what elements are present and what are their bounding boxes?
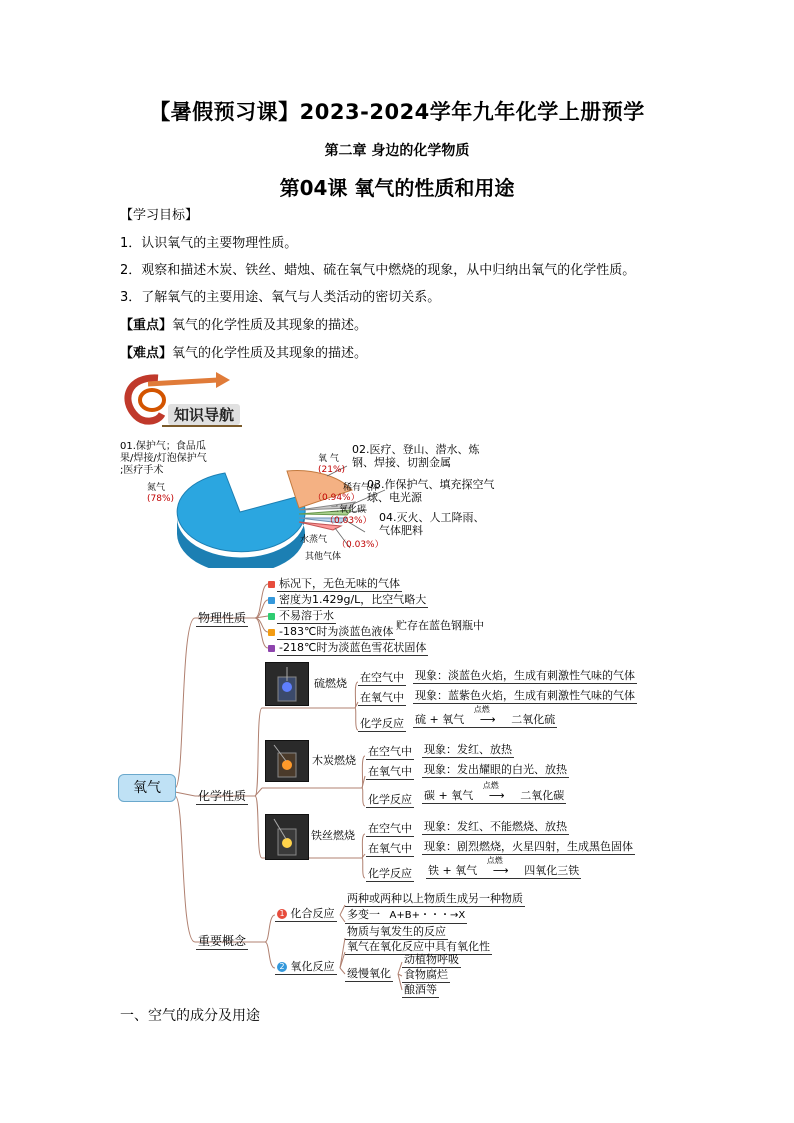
phys-item-5: -218℃时为淡蓝色雪花状固体	[268, 641, 428, 654]
arrow-icon: 点燃 ⟶	[473, 705, 496, 726]
knowledge-nav-banner	[118, 370, 248, 430]
pie-slice-n2	[177, 473, 305, 552]
co2-name: 二氧化碳	[330, 505, 367, 515]
number-2-icon: 2	[277, 962, 287, 972]
badge-blue-icon	[268, 597, 275, 604]
goal-item-2: 2．观察和描述木炭、铁丝、蜡烛、硫在氧气中燃烧的现象，从中归纳出氧气的化学性质。	[120, 263, 636, 278]
use-3-text	[367, 478, 495, 504]
key-label: 【重点】	[120, 318, 173, 333]
iron-name: 铁丝燃烧	[311, 829, 355, 842]
iron-o2-obs: 现象：剧烈燃烧，火星四射，生成黑色固体	[424, 840, 633, 853]
sulfur-photo	[265, 662, 309, 706]
goal-item-1: 1．认识氧气的主要物理性质。	[120, 236, 298, 251]
oxidation-def-1: 物质与氧发生的反应	[347, 925, 446, 938]
slow-ox-example-1: 动植物呼吸	[404, 953, 459, 966]
iron-air-obs: 现象：发红、不能燃烧、放热	[424, 820, 567, 833]
use-3-line-1: 03.作保护气、填充探空气	[367, 478, 495, 491]
carbon-o2-obs: 现象：发出耀眼的白光、放热	[424, 763, 567, 776]
slow-ox-example-2: 食物腐烂	[404, 968, 448, 981]
sulfur-o2-obs: 现象：蓝紫色火焰，生成有刺激性气味的气体	[415, 689, 635, 702]
badge-red-icon	[268, 581, 275, 588]
arrow-icon: 点燃 ⟶	[482, 781, 505, 802]
arrow-icon: 点燃 ⟶	[486, 856, 509, 877]
sulfur-rx-label: 化学反应	[360, 717, 404, 730]
carbon-air: 在空气中	[368, 745, 412, 758]
phys-item-1: 标况下，无色无味的气体	[268, 577, 402, 590]
use-3-line-2: 球、电光源	[367, 491, 422, 504]
phys-note: 贮存在蓝色钢瓶中	[396, 619, 484, 632]
oxidation-def-2: 氧气在氧化反应中具有氧化性	[347, 940, 490, 953]
co2-pct: （0.03%）	[325, 516, 372, 526]
phys-item-4: -183℃时为淡蓝色液体	[268, 625, 395, 638]
badge-orange-icon	[268, 629, 275, 636]
use-2-line-2: 钢、焊接、切割金属	[352, 456, 451, 469]
air-composition-figure	[115, 436, 515, 568]
o2-pct: (21%)	[318, 465, 346, 475]
o2-name: 氧 气	[318, 454, 339, 464]
iron-rx-label: 化学反应	[368, 867, 412, 880]
other-name: 其他气体	[305, 552, 342, 562]
oxidation-reaction: 2 氧化反应	[275, 960, 337, 975]
goals-heading: 【学习目标】	[120, 208, 199, 223]
h2o-pct: （0.03%）	[337, 540, 384, 550]
rare-pct: （0.94%）	[313, 493, 360, 503]
iron-equation: 铁 + 氧气 点燃 ⟶ 四氧化三铁	[428, 856, 580, 877]
sulfur-air: 在空气中	[360, 671, 404, 684]
banner-label: 知识导航	[168, 404, 240, 425]
banner-underline	[162, 425, 242, 427]
difficult-label: 【难点】	[120, 346, 173, 361]
carbon-air-obs: 现象：发红、放热	[424, 743, 512, 756]
slow-oxidation: 缓慢氧化	[347, 967, 391, 980]
badge-green-icon	[268, 613, 275, 620]
use-2-line-1: 02.医疗、登山、潜水、炼	[352, 443, 480, 456]
sulfur-name: 硫燃烧	[314, 677, 347, 690]
goal-item-3: 3．了解氧气的主要用途、氧气与人类活动的密切关系。	[120, 290, 441, 305]
physical-label: 物理性质	[198, 611, 247, 625]
lesson-title: 第04课 氧气的性质和用途	[279, 176, 515, 200]
difficult-text: 氧气的化学性质及其现象的描述。	[172, 346, 368, 361]
chapter-title: 第二章 身边的化学物质	[324, 143, 470, 159]
difficult-point	[120, 345, 367, 363]
carbon-name: 木炭燃烧	[312, 754, 356, 767]
carbon-equation: 碳 + 氧气 点燃 ⟶ 二氧化碳	[424, 781, 565, 802]
use-4-text	[379, 511, 485, 537]
phys-item-3: 不易溶于水	[268, 609, 336, 622]
sulfur-o2: 在氧气中	[360, 691, 404, 704]
key-text: 氧气的化学性质及其现象的描述。	[172, 318, 368, 333]
phys-item-2: 密度为1.429g/L，比空气略大	[268, 593, 428, 606]
n2-pct: (78%)	[147, 494, 175, 504]
chemical-label: 化学性质	[198, 789, 247, 803]
key-point	[120, 317, 367, 335]
use-1-line-3: ;医疗手术	[120, 465, 164, 476]
iron-photo	[265, 814, 309, 860]
combination-short: 多变一 A+B+・・・→X	[345, 908, 467, 924]
mindmap-root: 氧气	[118, 774, 176, 802]
use-2-text	[352, 443, 480, 469]
number-1-icon: 1	[277, 909, 287, 919]
use-1-text	[120, 441, 207, 477]
sulfur-air-obs: 现象：淡蓝色火焰，生成有刺激性气味的气体	[415, 669, 635, 682]
iron-air: 在空气中	[368, 822, 412, 835]
rare-name: 稀有气体	[343, 483, 380, 493]
carbon-photo	[265, 740, 309, 782]
use-1-line-1: 01.保护气；食品瓜	[120, 441, 206, 452]
combination-def: 两种或两种以上物质生成另一种物质	[347, 892, 523, 905]
n2-name: 氮气	[147, 483, 166, 493]
carbon-rx-label: 化学反应	[368, 793, 412, 806]
sulfur-equation: 硫 + 氧气 点燃 ⟶ 二氧化硫	[415, 705, 556, 726]
combination-reaction: 1 化合反应	[275, 907, 337, 922]
iron-o2: 在氧气中	[368, 842, 412, 855]
main-title: 【暑假预习课】2023-2024学年九年化学上册预学	[149, 100, 645, 124]
use-4-line-1: 04.灭火、人工降雨、	[379, 511, 485, 524]
use-1-line-2: 果/焊接/灯泡保护气	[120, 453, 207, 464]
carbon-o2: 在氧气中	[368, 765, 412, 778]
slow-ox-example-3: 酿酒等	[404, 983, 437, 996]
section-1-title: 一、空气的成分及用途	[120, 1008, 260, 1024]
h2o-name: 水蒸气	[300, 535, 328, 545]
concepts-label: 重要概念	[198, 934, 247, 948]
badge-purple-icon	[268, 645, 275, 652]
use-4-line-2: 气体肥料	[379, 524, 423, 537]
